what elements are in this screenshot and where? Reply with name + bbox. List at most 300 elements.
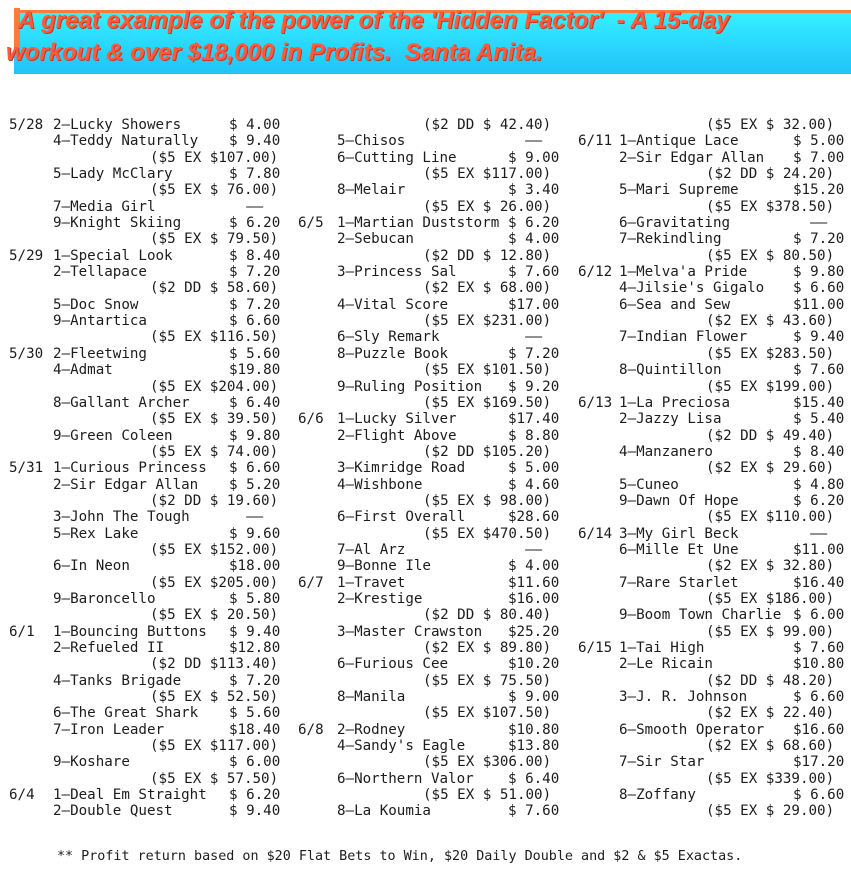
horse-name: 4–Manzanero — [619, 443, 713, 460]
race-winner-row — [298, 509, 570, 525]
race-winner-row — [9, 248, 294, 264]
race-winner-row — [9, 133, 294, 149]
horse-name: 6–Northern Valor — [337, 770, 474, 787]
win-payout: $17.00 — [508, 296, 560, 313]
horse-name: 7–Indian Flower — [619, 329, 748, 346]
win-payout: $ 9.20 — [508, 378, 560, 395]
horse-name: 7–Rare Starlet — [619, 574, 739, 591]
exotic-payout: ($5 EX $101.50) — [423, 362, 552, 379]
horse-name: 9–Knight Skiing — [53, 215, 182, 232]
win-payout: $ 6.20 — [793, 492, 845, 509]
exotic-payout: ($2 EX $ 22.40) — [706, 705, 835, 722]
win-payout: $11.00 — [793, 541, 845, 558]
race-winner-row — [298, 297, 570, 313]
horse-name: 4–Teddy Naturally — [53, 133, 199, 150]
exotic-payout-row — [578, 428, 851, 444]
exotic-payout: ($2 DD $ 80.40) — [423, 607, 552, 624]
results-column-2 — [298, 117, 570, 820]
exotic-payout-row — [298, 117, 570, 133]
horse-name: 9–Antartica — [53, 313, 147, 330]
horse-name: 8–Zoffany — [619, 787, 696, 804]
exotic-payout: ($5 EX $306.00) — [423, 754, 552, 771]
win-payout: $ 6.20 — [229, 787, 281, 804]
win-payout: $ 9.60 — [229, 525, 281, 542]
horse-name: 3–J. R. Johnson — [619, 689, 748, 706]
horse-name: 1–Antique Lace — [619, 133, 739, 150]
race-date: 5/29 — [9, 247, 44, 264]
race-date: 5/31 — [9, 460, 44, 477]
race-winner-row — [9, 395, 294, 411]
exotic-payout-row — [298, 280, 570, 296]
win-payout: $16.60 — [793, 721, 845, 738]
results-column-3 — [578, 117, 851, 820]
horse-name: 2–Lucky Showers — [53, 117, 182, 133]
race-winner-row — [298, 656, 570, 672]
horse-name: 1–La Preciosa — [619, 394, 731, 411]
win-payout: $17.20 — [793, 754, 845, 771]
win-payout: $ 3.40 — [508, 182, 560, 199]
exotic-payout: ($5 EX $470.50) — [423, 525, 552, 542]
exotic-payout: ($5 EX $ 76.00) — [150, 182, 279, 199]
race-date: 5/30 — [9, 345, 44, 362]
race-winner-row — [9, 215, 294, 231]
horse-name: 6–The Great Shark — [53, 705, 199, 722]
race-winner-row — [9, 624, 294, 640]
race-winner-row — [578, 575, 851, 591]
exotic-payout: ($2 DD $105.20) — [423, 443, 552, 460]
win-payout: $ 8.40 — [229, 247, 281, 264]
race-winner-row — [298, 133, 570, 149]
race-winner-row — [298, 329, 570, 345]
win-payout: $ 7.20 — [229, 264, 281, 281]
horse-name: 6–Cutting Line — [337, 149, 457, 166]
exotic-payout: ($5 EX $110.00) — [706, 509, 835, 526]
race-winner-row — [298, 411, 570, 427]
exotic-payout-row — [578, 313, 851, 329]
exotic-payout-row — [9, 689, 294, 705]
win-payout: $ 5.60 — [229, 705, 281, 722]
horse-name: 2–Le Ricain — [619, 656, 713, 673]
exotic-payout-row — [298, 607, 570, 623]
exotic-payout: ($2 EX $ 29.60) — [706, 460, 835, 477]
win-payout: $ 7.20 — [793, 231, 845, 248]
race-date: 6/1 — [9, 623, 35, 640]
exotic-payout-row — [298, 787, 570, 803]
race-winner-row — [578, 231, 851, 247]
race-winner-row — [578, 215, 851, 231]
exotic-payout-row — [298, 313, 570, 329]
exotic-payout-row — [578, 558, 851, 574]
results-column-1 — [9, 117, 294, 820]
win-payout: $ 4.00 — [229, 117, 281, 133]
exotic-payout-row — [9, 542, 294, 558]
win-payout: $ 7.20 — [229, 672, 281, 689]
horse-name: 1–Bouncing Buttons — [53, 623, 207, 640]
race-winner-row — [298, 428, 570, 444]
race-winner-row — [9, 264, 294, 280]
race-winner-row — [9, 526, 294, 542]
horse-name: 6–Gravitating — [619, 215, 731, 232]
win-payout: $ 9.40 — [793, 329, 845, 346]
win-payout: $ 5.00 — [508, 460, 560, 477]
win-payout: $ 7.60 — [793, 362, 845, 379]
race-winner-row — [9, 673, 294, 689]
headline-line-2: workout & over $18,000 in Profits. Santa Anita. — [6, 39, 543, 66]
win-payout: $ 6.20 — [229, 215, 281, 232]
exotic-payout-row — [578, 117, 851, 133]
horse-name: 9–Baroncello — [53, 590, 156, 607]
race-winner-row — [578, 297, 851, 313]
exotic-payout: ($2 EX $ 68.60) — [706, 738, 835, 755]
horse-name: 6–Sly Remark — [337, 329, 440, 346]
win-payout: $ 6.40 — [508, 770, 560, 787]
race-winner-row — [298, 150, 570, 166]
win-payout: $11.60 — [508, 574, 560, 591]
exotic-payout-row — [578, 460, 851, 476]
headline-line-1: A great example of the power of the 'Hidden Factor' - A 15-day — [18, 7, 730, 34]
exotic-payout-row — [298, 673, 570, 689]
race-winner-row — [9, 460, 294, 476]
exotic-payout: ($2 DD $ 42.40) — [423, 117, 552, 133]
win-payout: $15.40 — [793, 394, 845, 411]
exotic-payout-row — [298, 754, 570, 770]
exotic-payout-row — [578, 705, 851, 721]
exotic-payout: ($5 EX $231.00) — [423, 313, 552, 330]
race-winner-row — [578, 493, 851, 509]
win-payout: $ 4.00 — [508, 231, 560, 248]
exotic-payout: ($5 EX $107.50) — [423, 705, 552, 722]
horse-name: 9–Ruling Position — [337, 378, 483, 395]
win-payout: $ 4.00 — [508, 558, 560, 575]
headline-title — [0, 0, 851, 93]
exotic-payout: ($5 EX $ 75.50) — [423, 672, 552, 689]
win-payout: $ 8.40 — [793, 443, 845, 460]
win-payout: $ 9.00 — [508, 149, 560, 166]
race-date: 6/5 — [298, 215, 324, 232]
exotic-payout: ($2 DD $113.40) — [150, 656, 279, 673]
race-winner-row — [298, 460, 570, 476]
exotic-payout: ($5 EX $169.50) — [423, 394, 552, 411]
win-payout: $ 7.20 — [229, 296, 281, 313]
horse-name: 3–John The Tough — [53, 509, 190, 526]
win-payout: $ 4.60 — [508, 476, 560, 493]
horse-name: 9–Bonne Ile — [337, 558, 431, 575]
horse-name: 5–Chisos — [337, 133, 406, 150]
race-date: 6/8 — [298, 721, 324, 738]
win-payout: $ 5.40 — [793, 411, 845, 428]
horse-name: 2–Fleetwing — [53, 345, 147, 362]
race-winner-row — [298, 215, 570, 231]
exotic-payout: ($5 EX $378.50) — [706, 198, 835, 215]
horse-name: 6–In Neon — [53, 558, 130, 575]
exotic-payout-row — [578, 738, 851, 754]
race-winner-row — [9, 754, 294, 770]
win-payout: $12.80 — [229, 640, 281, 656]
win-payout: $16.40 — [793, 574, 845, 591]
horse-name: 4–Sandy's Eagle — [337, 738, 466, 755]
horse-name: 9–Green Coleen — [53, 427, 173, 444]
exotic-payout: ($2 DD $ 19.60) — [150, 492, 279, 509]
exotic-payout: ($5 EX $339.00) — [706, 770, 835, 787]
win-payout: $ 6.60 — [793, 787, 845, 804]
win-payout: $ 5.80 — [229, 590, 281, 607]
race-date: 5/28 — [9, 117, 44, 133]
horse-name: 6–First Overall — [337, 509, 466, 526]
win-payout: —— — [793, 215, 828, 232]
win-payout: $ 7.60 — [793, 640, 845, 656]
horse-name: 8–Manila — [337, 689, 406, 706]
race-date: 6/6 — [298, 411, 324, 428]
footnote: ** Profit return based on $20 Flat Bets to Win, $20 Daily Double and $2 & $5 Exactas. — [57, 849, 743, 864]
race-winner-row — [298, 591, 570, 607]
horse-name: 3–Kimridge Road — [337, 460, 466, 477]
horse-name: 5–Cuneo — [619, 476, 679, 493]
race-winner-row — [578, 362, 851, 378]
race-winner-row — [298, 722, 570, 738]
horse-name: 1–Travet — [337, 574, 406, 591]
win-payout: $ 9.40 — [229, 803, 281, 820]
exotic-payout-row — [578, 509, 851, 525]
race-date: 6/11 — [578, 133, 613, 150]
win-payout: $ 5.00 — [793, 133, 845, 150]
horse-name: 1–Special Look — [53, 247, 173, 264]
race-date: 6/12 — [578, 264, 613, 281]
race-winner-row — [298, 264, 570, 280]
exotic-payout: ($2 EX $ 43.60) — [706, 313, 835, 330]
horse-name: 5–Rex Lake — [53, 525, 139, 542]
exotic-payout-row — [298, 395, 570, 411]
race-winner-row — [9, 362, 294, 378]
exotic-payout-row — [578, 346, 851, 362]
exotic-payout: ($5 EX $ 32.00) — [706, 117, 835, 133]
exotic-payout-row — [9, 231, 294, 247]
race-winner-row — [578, 150, 851, 166]
horse-name: 2–Rodney — [337, 721, 406, 738]
win-payout: $ 6.20 — [508, 215, 560, 232]
horse-name: 7–Iron Leader — [53, 721, 165, 738]
exotic-payout-row — [578, 803, 851, 819]
exotic-payout-row — [578, 771, 851, 787]
win-payout: $ 9.40 — [229, 623, 281, 640]
horse-name: 7–Media Girl — [53, 198, 156, 215]
exotic-payout-row — [9, 411, 294, 427]
exotic-payout-row — [298, 444, 570, 460]
race-winner-row — [9, 509, 294, 525]
win-payout: $15.20 — [793, 182, 845, 199]
exotic-payout-row — [298, 526, 570, 542]
win-payout: $25.20 — [508, 623, 560, 640]
race-winner-row — [578, 526, 851, 542]
win-payout: —— — [229, 509, 264, 526]
race-winner-row — [578, 787, 851, 803]
race-winner-row — [578, 133, 851, 149]
exotic-payout-row — [578, 379, 851, 395]
horse-name: 1–Lucky Silver — [337, 411, 457, 428]
exotic-payout: ($2 EX $ 68.00) — [423, 280, 552, 297]
race-winner-row — [298, 379, 570, 395]
win-payout: $16.00 — [508, 590, 560, 607]
race-winner-row — [9, 640, 294, 656]
win-payout: $ 5.60 — [229, 345, 281, 362]
exotic-payout: ($5 EX $204.00) — [150, 378, 279, 395]
exotic-payout: ($5 EX $117.00) — [423, 166, 552, 183]
race-winner-row — [9, 591, 294, 607]
race-winner-row — [578, 754, 851, 770]
race-winner-row — [9, 346, 294, 362]
horse-name: 5–Lady McClary — [53, 166, 173, 183]
exotic-payout: ($2 DD $ 58.60) — [150, 280, 279, 297]
horse-name: 2–Sir Edgar Allan — [619, 149, 765, 166]
horse-name: 5–Mari Supreme — [619, 182, 739, 199]
exotic-payout: ($5 EX $ 74.00) — [150, 443, 279, 460]
race-winner-row — [578, 411, 851, 427]
race-winner-row — [578, 722, 851, 738]
horse-name: 7–Rekindling — [619, 231, 722, 248]
exotic-payout-row — [298, 362, 570, 378]
exotic-payout: ($2 DD $ 24.20) — [706, 166, 835, 183]
win-payout: $ 9.80 — [793, 264, 845, 281]
win-payout: $11.00 — [793, 296, 845, 313]
race-winner-row — [578, 444, 851, 460]
horse-name: 5–Doc Snow — [53, 296, 139, 313]
race-winner-row — [9, 477, 294, 493]
exotic-payout: ($5 EX $205.00) — [150, 574, 279, 591]
race-winner-row — [298, 558, 570, 574]
exotic-payout-row — [298, 248, 570, 264]
exotic-payout-row — [298, 705, 570, 721]
race-winner-row — [298, 182, 570, 198]
exotic-payout: ($5 EX $ 57.50) — [150, 770, 279, 787]
horse-name: 8–Puzzle Book — [337, 345, 449, 362]
horse-name: 3–My Girl Beck — [619, 525, 739, 542]
race-winner-row — [578, 477, 851, 493]
exotic-payout: ($5 EX $ 99.00) — [706, 623, 835, 640]
race-winner-row — [298, 346, 570, 362]
exotic-payout: ($5 EX $ 39.50) — [150, 411, 279, 428]
horse-name: 2–Sir Edgar Allan — [53, 476, 199, 493]
win-payout: $18.00 — [229, 558, 281, 575]
win-payout: $ 7.20 — [508, 345, 560, 362]
horse-name: 6–Sea and Sew — [619, 296, 731, 313]
race-winner-row — [9, 722, 294, 738]
exotic-payout-row — [9, 280, 294, 296]
race-winner-row — [578, 280, 851, 296]
win-payout: $ 6.60 — [793, 280, 845, 297]
exotic-payout: ($5 EX $117.00) — [150, 738, 279, 755]
race-winner-row — [9, 428, 294, 444]
race-date: 6/14 — [578, 525, 613, 542]
exotic-payout: ($5 EX $ 26.00) — [423, 198, 552, 215]
win-payout: $ 6.40 — [229, 394, 281, 411]
win-payout: —— — [508, 541, 543, 558]
race-winner-row — [578, 395, 851, 411]
horse-name: 6–Smooth Operator — [619, 721, 765, 738]
horse-name: 2–Refueled II — [53, 640, 165, 656]
win-payout: $ 6.00 — [229, 754, 281, 771]
horse-name: 2–Sebucan — [337, 231, 414, 248]
horse-name: 1–Curious Princess — [53, 460, 207, 477]
horse-name: 9–Koshare — [53, 754, 130, 771]
race-winner-row — [9, 313, 294, 329]
exotic-payout-row — [578, 199, 851, 215]
win-payout: $ 6.60 — [793, 689, 845, 706]
win-payout: $ 5.20 — [229, 476, 281, 493]
horse-name: 2–Jazzy Lisa — [619, 411, 722, 428]
win-payout: —— — [508, 329, 543, 346]
exotic-payout: ($5 EX $152.00) — [150, 541, 279, 558]
horse-name: 2–Krestige — [337, 590, 423, 607]
race-winner-row — [9, 787, 294, 803]
race-winner-row — [298, 542, 570, 558]
win-payout: $ 7.60 — [508, 264, 560, 281]
win-payout: $10.80 — [508, 721, 560, 738]
exotic-payout-row — [9, 656, 294, 672]
exotic-payout-row — [578, 673, 851, 689]
race-winner-row — [298, 231, 570, 247]
win-payout: —— — [793, 525, 828, 542]
race-winner-row — [578, 329, 851, 345]
horse-name: 1–Martian Duststorm — [337, 215, 500, 232]
horse-name: 2–Flight Above — [337, 427, 457, 444]
race-winner-row — [578, 542, 851, 558]
exotic-payout-row — [9, 771, 294, 787]
horse-name: 1–Melva'a Pride — [619, 264, 748, 281]
race-date: 6/7 — [298, 574, 324, 591]
race-winner-row — [9, 199, 294, 215]
race-winner-row — [578, 656, 851, 672]
race-winner-row — [298, 477, 570, 493]
horse-name: 3–Master Crawston — [337, 623, 483, 640]
exotic-payout-row — [9, 182, 294, 198]
exotic-payout: ($2 DD $ 12.80) — [423, 247, 552, 264]
race-date: 6/15 — [578, 640, 613, 656]
win-payout: $28.60 — [508, 509, 560, 526]
race-winner-row — [9, 705, 294, 721]
horse-name: 4–Tanks Brigade — [53, 672, 182, 689]
race-date: 6/13 — [578, 394, 613, 411]
horse-name: 2–Double Quest — [53, 803, 173, 820]
race-winner-row — [9, 558, 294, 574]
win-payout: $ 6.00 — [793, 607, 845, 624]
race-winner-row — [9, 117, 294, 133]
exotic-payout-row — [9, 150, 294, 166]
horse-name: 2–Tellapace — [53, 264, 147, 281]
exotic-payout-row — [9, 493, 294, 509]
exotic-payout: ($5 EX $ 80.50) — [706, 247, 835, 264]
race-winner-row — [298, 771, 570, 787]
win-payout: $10.80 — [793, 656, 845, 673]
exotic-payout-row — [298, 493, 570, 509]
win-payout: $ 9.00 — [508, 689, 560, 706]
exotic-payout: ($2 DD $ 48.20) — [706, 672, 835, 689]
exotic-payout: ($5 EX $ 79.50) — [150, 231, 279, 248]
horse-name: 1–Tai High — [619, 640, 705, 656]
horse-name: 4–Jilsie's Gigalo — [619, 280, 765, 297]
exotic-payout-row — [9, 379, 294, 395]
race-date: 6/4 — [9, 787, 35, 804]
race-winner-row — [578, 640, 851, 656]
horse-name: 8–Quintillon — [619, 362, 722, 379]
exotic-payout: ($5 EX $186.00) — [706, 590, 835, 607]
horse-name: 8–Melair — [337, 182, 406, 199]
win-payout: —— — [229, 198, 264, 215]
exotic-payout-row — [578, 166, 851, 182]
win-payout: $13.80 — [508, 738, 560, 755]
horse-name: 3–Princess Sal — [337, 264, 457, 281]
exotic-payout-row — [298, 640, 570, 656]
exotic-payout-row — [578, 624, 851, 640]
race-winner-row — [298, 575, 570, 591]
